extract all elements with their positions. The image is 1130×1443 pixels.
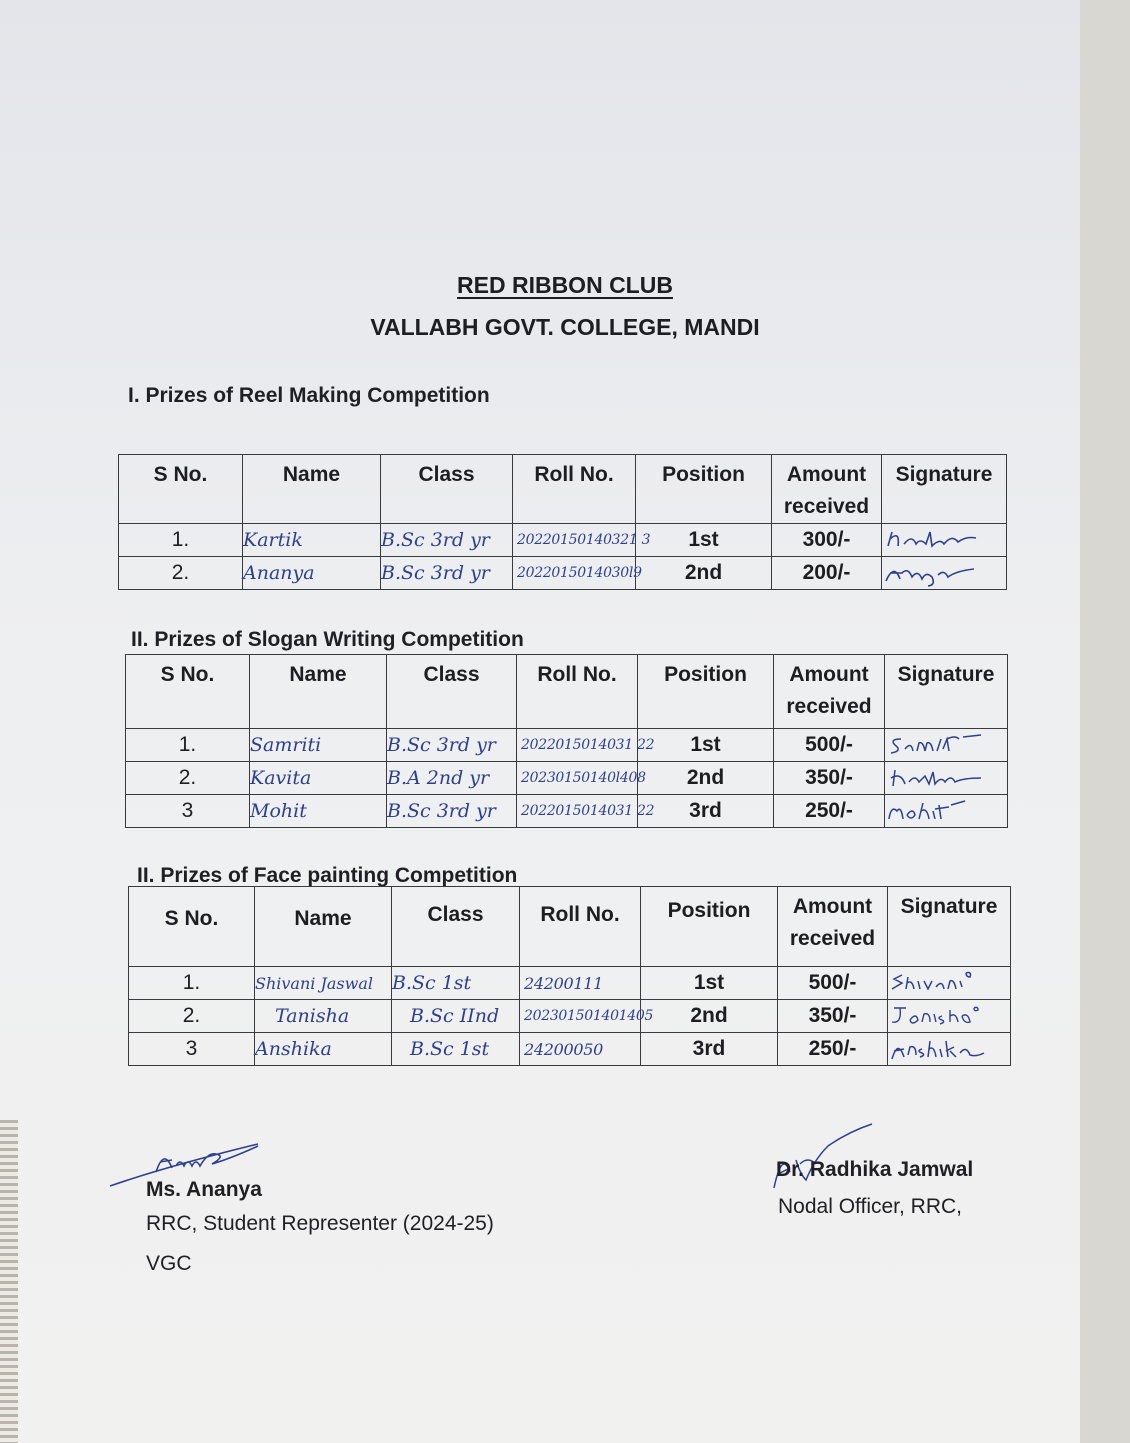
- handwritten-signature: [888, 1035, 988, 1063]
- table-row: [126, 762, 1008, 795]
- table-header-row: [119, 455, 1007, 524]
- row-signature: [885, 795, 1008, 828]
- table-row: [119, 524, 1007, 557]
- handwritten-signature: [888, 1002, 988, 1030]
- row-amount: 250/-: [774, 795, 885, 828]
- row-sno: 3: [126, 795, 250, 828]
- col-amount: Amount received: [774, 655, 885, 729]
- row-position: 2nd: [636, 557, 772, 590]
- col-position: Position: [641, 887, 778, 967]
- col-class: Class: [392, 887, 520, 967]
- section-title-reel-making: I. Prizes of Reel Making Competition: [128, 384, 490, 407]
- row-name: Ananya: [243, 557, 381, 590]
- row-class: B.A 2nd yr: [387, 762, 517, 795]
- row-roll: 20230150140l408: [517, 762, 638, 795]
- row-name: Tanisha: [255, 1000, 392, 1033]
- table-row: [126, 729, 1008, 762]
- row-class: B.Sc 3rd yr: [387, 795, 517, 828]
- section-title-slogan-writing: II. Prizes of Slogan Writing Competition: [131, 628, 524, 651]
- col-name: Name: [250, 655, 387, 729]
- row-position: 3rd: [638, 795, 774, 828]
- row-name: Kavita: [250, 762, 387, 795]
- col-name: Name: [255, 887, 392, 967]
- table-row: [129, 967, 1011, 1000]
- row-class: B.Sc 3rd yr: [381, 557, 513, 590]
- col-position: Position: [636, 455, 772, 524]
- row-amount: 500/-: [774, 729, 885, 762]
- row-position: 1st: [638, 729, 774, 762]
- col-class: Class: [381, 455, 513, 524]
- row-sno: 1.: [126, 729, 250, 762]
- row-sno: 2.: [119, 557, 243, 590]
- handwritten-signature: [885, 797, 985, 825]
- row-amount: 200/-: [772, 557, 882, 590]
- row-roll: 24200050: [520, 1033, 641, 1066]
- nodal-officer-name: Dr. Radhika Jamwal: [776, 1158, 974, 1181]
- table-row: [129, 1000, 1011, 1033]
- row-name: Mohit: [250, 795, 387, 828]
- row-position: 2nd: [638, 762, 774, 795]
- row-position: 1st: [636, 524, 772, 557]
- student-representer-name: Ms. Ananya: [146, 1178, 262, 1201]
- background-fabric-edge: [0, 1120, 18, 1443]
- row-amount: 350/-: [774, 762, 885, 795]
- row-position: 3rd: [641, 1033, 778, 1066]
- slogan-writing-prize-table: [125, 654, 1008, 828]
- student-representer-org: VGC: [146, 1252, 192, 1275]
- col-sno: S No.: [126, 655, 250, 729]
- row-class: B.Sc 3rd yr: [381, 524, 513, 557]
- row-class: B.Sc 1st: [392, 1033, 520, 1066]
- section-title-face-painting: II. Prizes of Face painting Competition: [137, 864, 518, 887]
- reel-making-prize-table: [118, 454, 1007, 590]
- row-name: Kartik: [243, 524, 381, 557]
- table-row: [119, 557, 1007, 590]
- col-amount: Amount received: [778, 887, 888, 967]
- row-signature: [888, 967, 1011, 1000]
- row-roll: 202301501401405: [520, 1000, 641, 1033]
- col-signature: Signature: [882, 455, 1007, 524]
- row-amount: 250/-: [778, 1033, 888, 1066]
- col-roll: Roll No.: [513, 455, 636, 524]
- table-row: [126, 795, 1008, 828]
- college-title: VALLABH GOVT. COLLEGE, MANDI: [370, 314, 760, 340]
- row-position: 2nd: [641, 1000, 778, 1033]
- row-class: B.Sc IInd: [392, 1000, 520, 1033]
- row-sno: 1.: [119, 524, 243, 557]
- row-roll: 2022015014030l9: [513, 557, 636, 590]
- row-class: B.Sc 3rd yr: [387, 729, 517, 762]
- col-roll: Roll No.: [517, 655, 638, 729]
- row-signature: [882, 557, 1007, 590]
- col-sno: S No.: [119, 455, 243, 524]
- handwritten-signature: [882, 559, 982, 587]
- student-representer-role: RRC, Student Representer (2024-25): [146, 1212, 494, 1235]
- handwritten-signature: [882, 526, 982, 554]
- row-signature: [888, 1033, 1011, 1066]
- row-signature: [888, 1000, 1011, 1033]
- handwritten-signature: [888, 969, 988, 997]
- col-position: Position: [638, 655, 774, 729]
- row-amount: 500/-: [778, 967, 888, 1000]
- col-class: Class: [387, 655, 517, 729]
- nodal-officer-role: Nodal Officer, RRC,: [778, 1195, 963, 1218]
- row-position: 1st: [641, 967, 778, 1000]
- row-sno: 2.: [126, 762, 250, 795]
- row-roll: 2022015014031 22: [517, 795, 638, 828]
- row-roll: 24200111: [520, 967, 641, 1000]
- row-signature: [882, 524, 1007, 557]
- row-sno: 1.: [129, 967, 255, 1000]
- handwritten-signature: [885, 731, 985, 759]
- table-row: [129, 1033, 1011, 1066]
- row-sno: 3: [129, 1033, 255, 1066]
- row-roll: 20220150140321 3: [513, 524, 636, 557]
- col-name: Name: [243, 455, 381, 524]
- row-amount: 350/-: [778, 1000, 888, 1033]
- table-header-row: [126, 655, 1008, 729]
- row-roll: 2022015014031 22: [517, 729, 638, 762]
- row-amount: 300/-: [772, 524, 882, 557]
- row-signature: [885, 762, 1008, 795]
- row-name: Samriti: [250, 729, 387, 762]
- col-amount: Amount received: [772, 455, 882, 524]
- handwritten-signature: [885, 764, 985, 792]
- row-name: Anshika: [255, 1033, 392, 1066]
- col-roll: Roll No.: [520, 887, 641, 967]
- row-name: Shivani Jaswal: [255, 967, 392, 1000]
- row-signature: [885, 729, 1008, 762]
- face-painting-prize-table: [128, 886, 1011, 1066]
- row-sno: 2.: [129, 1000, 255, 1033]
- col-signature: Signature: [888, 887, 1011, 967]
- club-title: RED RIBBON CLUB: [457, 272, 673, 298]
- col-sno: S No.: [129, 887, 255, 967]
- col-signature: Signature: [885, 655, 1008, 729]
- row-class: B.Sc 1st: [392, 967, 520, 1000]
- table-header-row: [129, 887, 1011, 967]
